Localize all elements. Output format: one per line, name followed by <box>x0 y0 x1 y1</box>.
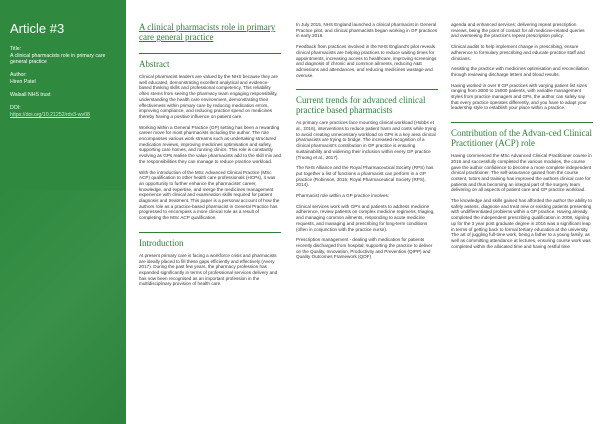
article-number: Article #3 <box>10 21 65 36</box>
author-label: Author: <box>10 72 27 79</box>
body-paragraph: Pharmacist role within a GP practice involves: <box>296 193 390 199</box>
article-sidebar <box>0 0 126 424</box>
body-paragraph: Feedback from practices involved in the NHS England's pilot reveals clinical pharmacists are helping practices to reduce waiting times for appointments, increasing access to healthcare, improving screenings and diagnosis of chronic and common ailments, reducing A&E admissions and attendances, and reducing medicines wastage and overuse. <box>296 44 437 78</box>
body-paragraph: The knowledge and skills gained has afforded the author the ability to safely assess, diagnose and treat new or existing patients presenting with undifferentiated problems within a GP practice. Having already completed the independent prescribing qualification in 2008, signing up for the 3 year post graduate degree in 2016 was a significant leap in terms of getting back to formal tertiary education at the university. The art of juggling full-time work, being a father to a young family, as well as committing attendance at lectures, ensuring course work was completed within the allocated time and having restful time <box>451 198 592 249</box>
trends-heading: Current trends for advanced clinical practice based pharmacists <box>296 95 426 116</box>
article-heading: A clinical pharmacists role in primary care general practice <box>139 22 276 42</box>
acp-heading: Contribution of the Advan-ced Clinical Practitioner (ACP) role <box>451 128 592 149</box>
section-divider <box>139 53 281 54</box>
title-value: A clinical pharmacists role in primary care general practice <box>10 52 106 66</box>
body-paragraph: Assisting the practice with medicines optimisation and reconciliation through reviewing discharge letters and blood results. <box>451 66 589 77</box>
organisation: Walsall NHS trust <box>10 92 51 99</box>
body-paragraph: In July 2015, NHS England launched a clinical pharmacist in General Practice pilot, and clinical pharmacists began working in GP practices in early 2016. <box>296 22 438 39</box>
section-divider <box>139 232 281 233</box>
column-2 <box>296 22 438 265</box>
column-3 <box>451 22 593 254</box>
section-divider <box>451 122 593 123</box>
abstract-paragraph: Clinical pharmacist leaders are valued by the NHS because they are well educated, demonstrating excellent analytical and evidence-based thinking skills and professional competency. This reliability often stems from seeing the pharmacy team engaging responsibility, understanding the health care environment, demonstrating their effectiveness within primary care by reducing medication errors, improving compliance, and reducing practice spend on medicines thereby having a positive influence on patient care. <box>139 74 278 119</box>
doi-link[interactable]: https://doi.org/10.21252/rdv3-wv08 <box>10 111 90 118</box>
body-paragraph: agenda and enhanced services; delivering repeat prescription reviews, being the point of contact for all medicine-related queries and overseeing the practice's repeat prescription policy. <box>451 22 585 39</box>
body-paragraph: Having worked in over 8 GP practices with varying patient list sizes ranging from 3000 to 15000 patients, with variable management styles from practice managers and GPs, the author can safely say that every practice operates differently, and you have to adapt your leadership style to establish your place within a practice. <box>451 82 588 111</box>
body-paragraph: Prescription management - dealing with medication for patients recently discharged from hospital; supporting the practice to deliver on the Quality, Innovation, Productivity and Prevention (QIPP) and Quality Outcomes Framework (QOF) <box>296 237 433 260</box>
author-value: Hiren Patel <box>10 78 36 85</box>
introduction-heading: Introduction <box>139 237 184 248</box>
body-paragraph: The NHS Alliance and the Royal Pharmaceutical Society (RPS) has put together a list of functions a pharmacist can perform in a GP practice (Robinson, 2015; Royal Pharmaceutical Society (RPS), 2014). <box>296 165 434 188</box>
article-meta <box>10 46 120 125</box>
column-1 <box>139 22 281 292</box>
abstract-paragraph: Working within a General Practice (GP) setting has been a rewarding career move for most pharmacists including the author. The role encompasses various work streams such as undertaking structured medication reviews, improving medicines optimisation and safety, supporting care homes, and running clinics. This role is constantly evolving as GPs realise the value pharmacists add to the skill mix and the responsibilities they can manage to reduce practice workload. <box>139 124 281 164</box>
title-label: Title: <box>10 46 22 52</box>
abstract-heading: Abstract <box>139 59 170 69</box>
body-paragraph: As primary care practices face mounting clinical workload (Hobbs et al., 2016), interventions to reduce patient harm and costs while trying to avoid creating unnecessary workload on GPs is a key area clinical pharmacists are trying to bridge. The increased recognition of a clinical pharmacist's contribution in GP practice is ensuring sustainability and widening their inclusion within every GP practice (Truong et al., 2017). <box>296 120 437 160</box>
body-paragraph: Clinical services work with GP's and patients to address medicine adherence, review patients on complex medicine regimens, triaging, and managing common ailments, responding to acute medicine requests, and managing and prescribing for long-term conditions (often in conjunction with the practice nurse). <box>296 203 435 232</box>
doi-label: DOI: <box>10 105 21 112</box>
abstract-paragraph: With the introduction of the MSc Advanced Clinical Practice (MSc ACP) qualification to other health care professionals (HCPs), it was an opportunity to further enhance the pharmacists' career, knowledge, and expertise, and merge the medicines management experience with clinical and examination skills required for patient diagnosis and treatment. This paper is a personal account of how the authors role as a practice-based pharmacist in General Practice has progressed to encompass a more clinical role as a result of completing the MSc ACP qualification. <box>139 169 280 221</box>
body-paragraph: Clinical audits to help implement change in prescribing, ensure adherence to formulary prescribing and educate practice staff and clinicians. <box>451 44 585 61</box>
body-paragraph: Having commenced the MSc Advanced Clinical Practitioner course in 2016 and successfully completed the various modules, the course gave the author confidence to become a more complete independent clinical practitioner. The self-assurance gained from the course content, tutors and training has improved the authors clinical care for patients and thus becoming an integral part of the surgery team delivering on all aspects of patient care and GP practice workload. <box>451 153 592 193</box>
section-divider <box>296 89 438 90</box>
introduction-paragraph: At present primary care is facing a workforce crisis and pharmacists are ideally placed to fill these gaps efficiently and effectively (Avery 2017). During the past few years, the pharmacy profession has expanded significantly in terms of professional services delivery and has now been recognised as an important profession in the multidisciplinary provision of health care. <box>139 252 278 287</box>
sidebar-shading <box>0 190 126 424</box>
